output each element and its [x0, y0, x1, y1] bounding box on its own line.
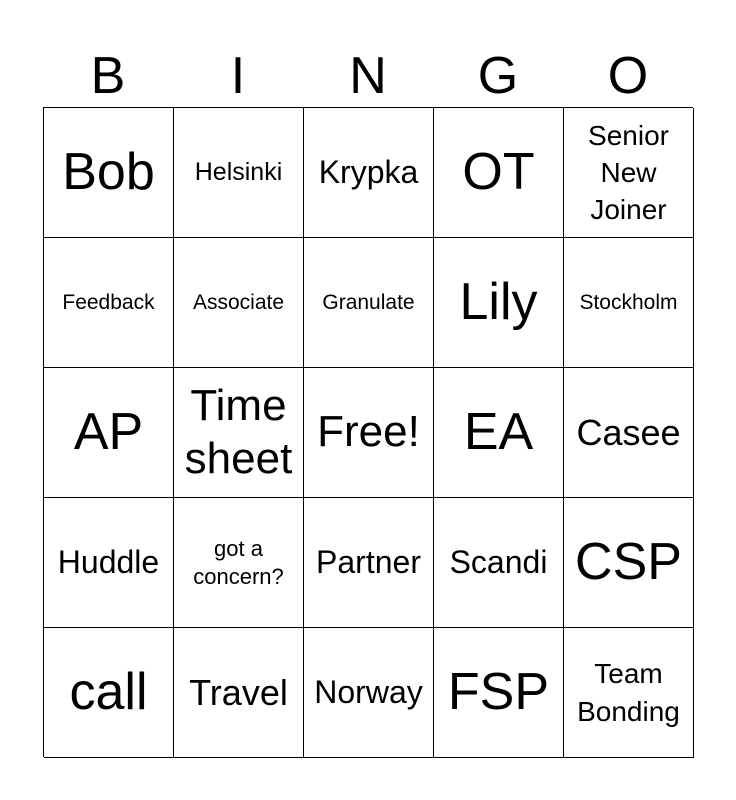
bingo-cell-r4-c3[interactable]	[304, 498, 434, 628]
bingo-cell-r3-c4[interactable]	[434, 368, 564, 498]
bingo-cell-r1-c1[interactable]	[44, 108, 174, 238]
bingo-cell-label: Granulate	[322, 290, 415, 314]
bingo-cell-label: Scandi	[449, 543, 548, 580]
bingo-cell-label: Time sheet	[184, 380, 293, 483]
bingo-cell-label: Senior New Joiner	[588, 119, 669, 226]
bingo-cell-r5-c4[interactable]	[434, 628, 564, 758]
bingo-cell-label: Huddle	[57, 543, 160, 580]
bingo-cell-r1-c5[interactable]	[564, 108, 694, 238]
bingo-cell-r2-c4[interactable]	[434, 238, 564, 368]
bingo-header	[43, 45, 693, 107]
bingo-cell-label: Lily	[459, 273, 538, 332]
bingo-cell-r4-c1[interactable]	[44, 498, 174, 628]
header-letter-o: O	[607, 47, 649, 105]
header-letter-n: N	[349, 47, 387, 105]
bingo-cell-label: CSP	[575, 533, 682, 592]
bingo-cell-r5-c2[interactable]	[174, 628, 304, 758]
bingo-cell-r5-c3[interactable]	[304, 628, 434, 758]
bingo-cell-label: Bob	[62, 143, 155, 202]
bingo-cell-r4-c2[interactable]	[174, 498, 304, 628]
bingo-cell-r4-c4[interactable]	[434, 498, 564, 628]
bingo-cell-label: Travel	[189, 671, 288, 713]
bingo-cell-label: EA	[463, 403, 534, 462]
bingo-cell-label: AP	[73, 403, 144, 462]
bingo-cell-r2-c2[interactable]	[174, 238, 304, 368]
bingo-cell-r2-c5[interactable]	[564, 238, 694, 368]
bingo-cell-label: Feedback	[62, 290, 155, 314]
bingo-cell-label: Team Bonding	[577, 658, 680, 727]
bingo-cell-label: OT	[462, 143, 535, 202]
bingo-cell-r3-c2[interactable]	[174, 368, 304, 498]
bingo-cell-label: Krypka	[318, 153, 419, 190]
header-letter-g: G	[477, 47, 519, 105]
bingo-cell-label: Stockholm	[579, 290, 678, 314]
bingo-cell-r2-c1[interactable]	[44, 238, 174, 368]
bingo-cell-label: Helsinki	[194, 157, 283, 186]
bingo-cell-r1-c2[interactable]	[174, 108, 304, 238]
bingo-cell-r1-c3[interactable]	[304, 108, 434, 238]
bingo-cell-label: Free!	[317, 407, 420, 457]
bingo-cell-label: FSP	[447, 663, 550, 722]
bingo-card-grid	[43, 107, 693, 757]
bingo-cell-label: Casee	[576, 411, 681, 453]
bingo-cell-r2-c3[interactable]	[304, 238, 434, 368]
bingo-cell-r1-c4[interactable]	[434, 108, 564, 238]
bingo-cell-r3-c1[interactable]	[44, 368, 174, 498]
bingo-cell-r5-c5[interactable]	[564, 628, 694, 758]
header-letter-i: I	[230, 47, 246, 105]
bingo-cell-r4-c5[interactable]	[564, 498, 694, 628]
bingo-cell-label: call	[69, 663, 148, 722]
bingo-cell-label: Partner	[316, 543, 421, 580]
header-letter-b: B	[90, 47, 126, 105]
bingo-cell-r5-c1[interactable]	[44, 628, 174, 758]
bingo-cell-label: Associate	[192, 290, 285, 314]
bingo-cell-label: Norway	[314, 673, 423, 710]
bingo-cell-r3-c5[interactable]	[564, 368, 694, 498]
bingo-cell-r3-c3[interactable]	[304, 368, 434, 498]
bingo-cell-label: got a concern?	[193, 536, 284, 589]
